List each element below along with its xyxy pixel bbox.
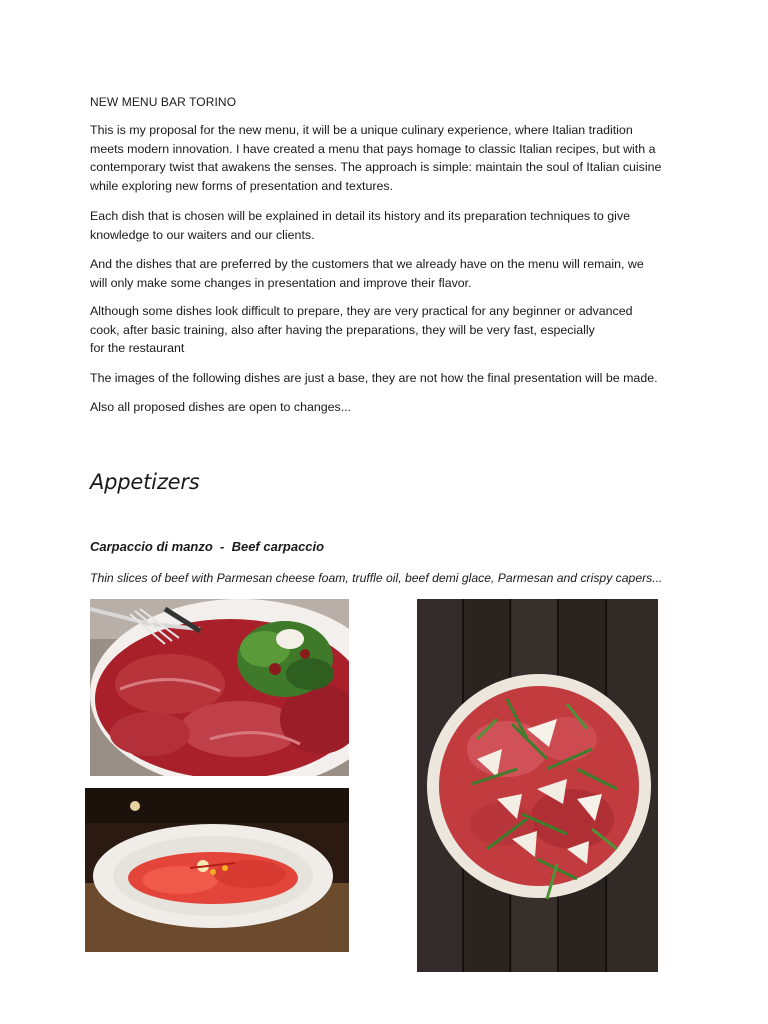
text-line: for the restaurant [90,341,185,356]
text-line: And the dishes that are preferred by the customers that we already have on the menu will remain, we [90,257,644,271]
text-line: meets modern innovation. I have created a menu that pays homage to classic Italian recipes, but with a [90,141,656,156]
text-line: Although some dishes look difficult to prepare, they are very practical for any beginner or advanced [90,304,633,318]
text-line: knowledge to our waiters and our clients. [90,227,315,242]
text-line: Each dish that is chosen will be explained in detail its history and its preparation techniques to give [90,209,630,223]
text-line: The images of the following dishes are just a base, they are not how the final presentation will be made. [90,371,658,385]
images-note-paragraph [90,369,682,388]
text-line: contemporary twist that awakens the senses. The approach is simple: maintain the soul of Italian cuisine [90,160,662,175]
section-title-appetizers: Appetizers [90,470,200,494]
document-heading: NEW MENU BAR TORINO [90,95,237,109]
text-line: Also all proposed dishes are open to changes... [90,400,352,414]
carpaccio-photo-with-fork [90,599,349,776]
text-line: cook, after basic training, also after having the preparations, they will be very fast, especially [90,322,595,337]
existing-dishes-paragraph [90,255,682,292]
intro-paragraph [90,121,682,195]
dish-title: Carpaccio di manzo - Beef carpaccio [90,539,325,554]
explanation-paragraph [90,207,682,244]
dish-description: Thin slices of beef with Parmesan cheese foam, truffle oil, beef demi glace, Parmesan and crispy capers... [90,571,663,585]
difficulty-paragraph [90,302,682,358]
text-line: will only make some changes in presentation and improve their flavor. [90,275,472,290]
text-line: while exploring new forms of presentation and textures. [90,178,394,193]
text-line: This is my proposal for the new menu, it will be a unique culinary experience, where Italian tradition [90,123,633,137]
changes-note-paragraph [90,398,682,417]
carpaccio-photo-plated [85,788,349,952]
carpaccio-photo-overhead [417,599,658,972]
